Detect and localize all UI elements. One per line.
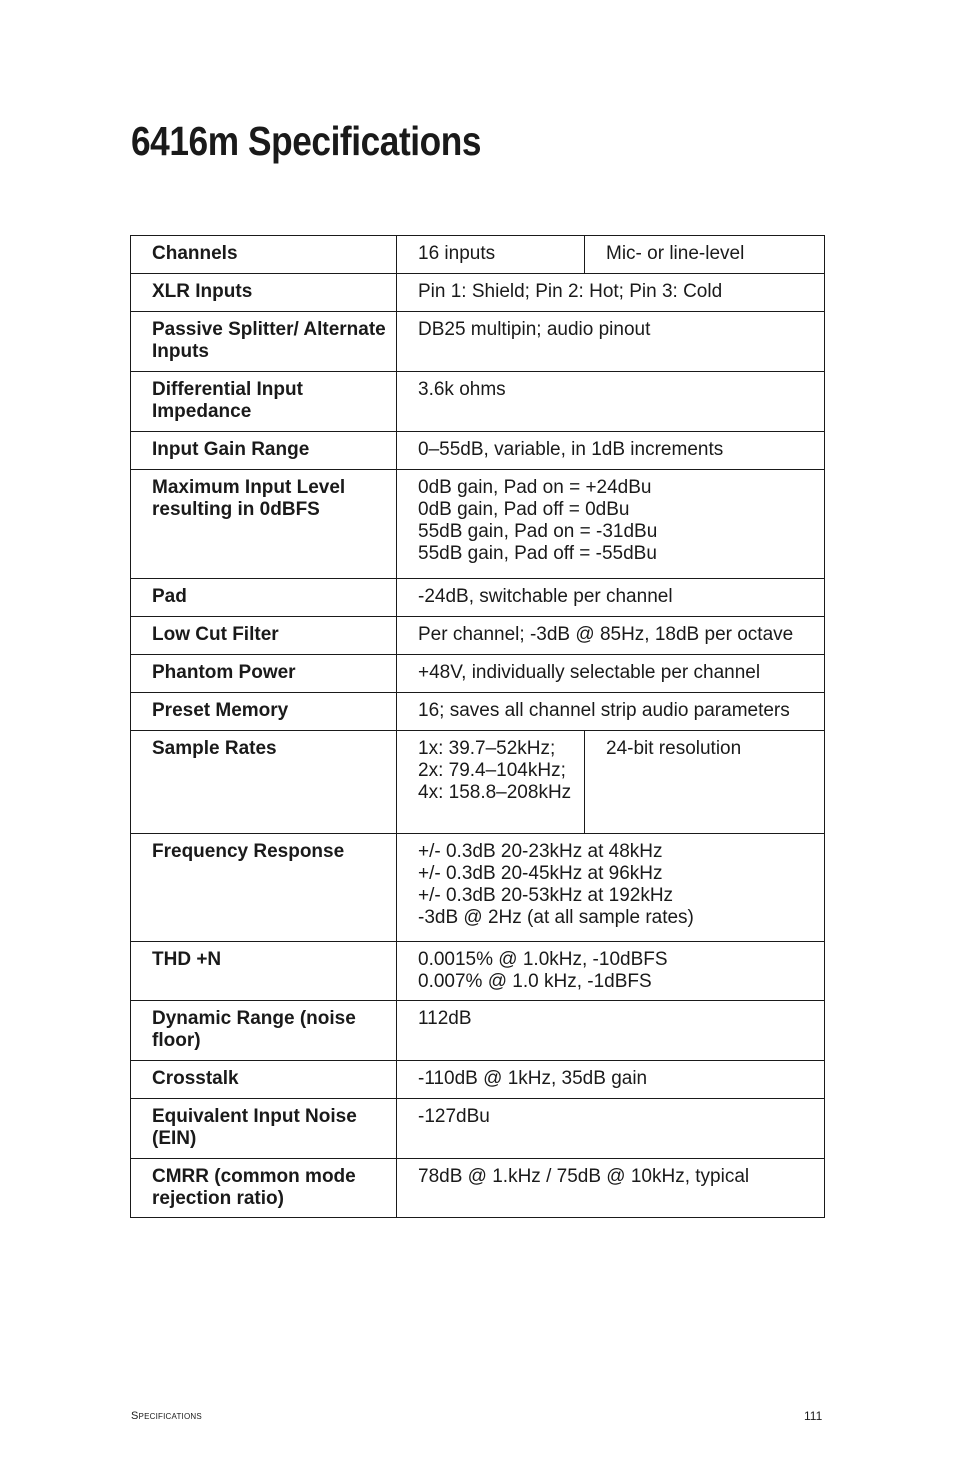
spec-label: Pad xyxy=(131,579,397,617)
spec-value: 112dB xyxy=(397,1001,825,1061)
spec-value-line: 0.007% @ 1.0 kHz, -1dBFS xyxy=(418,971,652,992)
spec-value: 0–55dB, variable, in 1dB increments xyxy=(397,432,825,470)
spec-row xyxy=(131,1001,825,1061)
spec-value-line: 0dB gain, Pad on = +24dBu xyxy=(418,477,652,498)
spec-value-line: +/- 0.3dB 20-45kHz at 96kHz xyxy=(418,863,663,884)
spec-label: Channels xyxy=(131,236,397,274)
page-title: 6416m Specifications xyxy=(131,118,482,164)
spec-row xyxy=(131,655,825,693)
spec-value: Per channel; -3dB @ 85Hz, 18dB per octave xyxy=(397,617,825,655)
spec-row xyxy=(131,372,825,432)
spec-value xyxy=(397,470,825,579)
spec-value-line: +/- 0.3dB 20-53kHz at 192kHz xyxy=(418,885,674,906)
spec-value: Pin 1: Shield; Pin 2: Hot; Pin 3: Cold xyxy=(397,274,825,312)
spec-value-line: 55dB gain, Pad on = -31dBu xyxy=(418,521,658,542)
spec-value: 16; saves all channel strip audio parameters xyxy=(397,693,825,731)
spec-row xyxy=(131,1099,825,1159)
spec-value-line: 4x: 158.8–208kHz xyxy=(418,782,572,803)
spec-label: XLR Inputs xyxy=(131,274,397,312)
spec-label: Frequency Response xyxy=(131,834,397,942)
spec-value-line: -3dB @ 2Hz (at all sample rates) xyxy=(418,907,694,928)
spec-row xyxy=(131,693,825,731)
spec-label: Low Cut Filter xyxy=(131,617,397,655)
spec-label: CMRR (common mode rejection ratio) xyxy=(131,1159,397,1218)
spec-value: +48V, individually selectable per channel xyxy=(397,655,825,693)
spec-value: -24dB, switchable per channel xyxy=(397,579,825,617)
spec-label: Preset Memory xyxy=(131,693,397,731)
spec-row xyxy=(131,1159,825,1218)
spec-value: DB25 multipin; audio pinout xyxy=(397,312,825,372)
spec-label: Passive Splitter/ Alternate Inputs xyxy=(131,312,397,372)
spec-row xyxy=(131,617,825,655)
spec-value-line: 2x: 79.4–104kHz; xyxy=(418,760,566,781)
spec-value xyxy=(397,942,825,1001)
spec-value-line: 55dB gain, Pad off = -55dBu xyxy=(418,543,657,564)
spec-row xyxy=(131,312,825,372)
spec-value: -127dBu xyxy=(397,1099,825,1159)
spec-label: Maximum Input Level resulting in 0dBFS xyxy=(131,470,397,579)
spec-row xyxy=(131,942,825,1001)
spec-row xyxy=(131,731,825,834)
spec-label: THD +N xyxy=(131,942,397,1001)
spec-row xyxy=(131,834,825,942)
page-number: 111 xyxy=(804,1409,823,1423)
spec-value: 3.6k ohms xyxy=(397,372,825,432)
spec-row xyxy=(131,274,825,312)
spec-row xyxy=(131,432,825,470)
spec-label: Input Gain Range xyxy=(131,432,397,470)
spec-label: Equivalent Input Noise (EIN) xyxy=(131,1099,397,1159)
spec-label: Crosstalk xyxy=(131,1061,397,1099)
spec-row xyxy=(131,470,825,579)
spec-label: Dynamic Range (noise floor) xyxy=(131,1001,397,1061)
specifications-table xyxy=(130,235,825,1218)
specifications-table-body xyxy=(131,236,825,1218)
spec-row xyxy=(131,1061,825,1099)
spec-label: Phantom Power xyxy=(131,655,397,693)
spec-value xyxy=(397,731,585,834)
spec-row xyxy=(131,236,825,274)
spec-value: 78dB @ 1.kHz / 75dB @ 10kHz, typical xyxy=(397,1159,825,1218)
spec-value-line: 1x: 39.7–52kHz; xyxy=(418,738,556,759)
spec-value-line: 0.0015% @ 1.0kHz, -10dBFS xyxy=(418,949,668,970)
spec-label: Sample Rates xyxy=(131,731,397,834)
spec-value: 16 inputs xyxy=(397,236,585,274)
spec-note: Mic- or line-level xyxy=(585,236,825,274)
spec-value-line: +/- 0.3dB 20-23kHz at 48kHz xyxy=(418,841,663,862)
footer-section-name: Specifications xyxy=(131,1410,202,1422)
spec-value-line: 0dB gain, Pad off = 0dBu xyxy=(418,499,630,520)
spec-value: -110dB @ 1kHz, 35dB gain xyxy=(397,1061,825,1099)
spec-note: 24-bit resolution xyxy=(585,731,825,834)
spec-label: Differential Input Impedance xyxy=(131,372,397,432)
spec-value xyxy=(397,834,825,942)
spec-row xyxy=(131,579,825,617)
